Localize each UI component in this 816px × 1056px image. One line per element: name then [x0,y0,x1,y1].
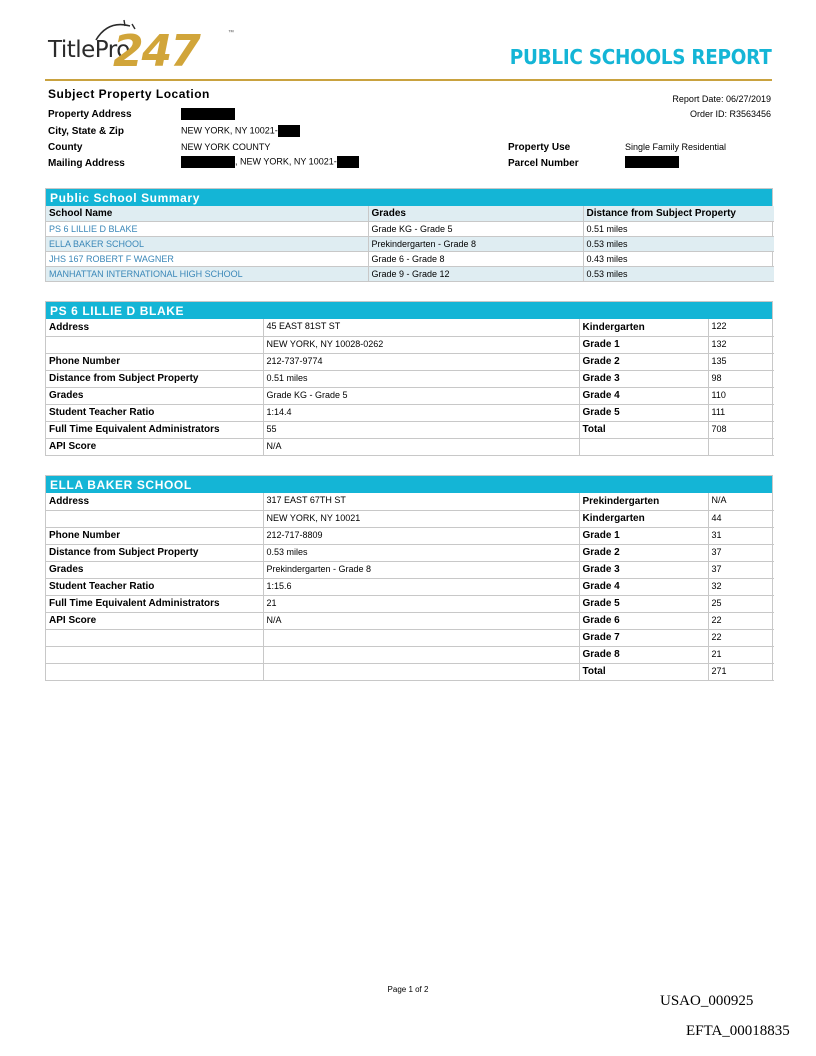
distance-cell: 0.53 miles [583,266,774,281]
school-detail-title: ELLA BAKER SCHOOL [46,476,772,493]
table-row [46,595,774,612]
property-address-value [181,108,235,120]
redaction-box [337,156,359,168]
title-divider [45,79,772,81]
school-summary-table [46,206,774,282]
school-detail-table [46,493,774,681]
grade-count: 271 [708,663,774,680]
grade-label: Kindergarten [579,319,708,336]
mailing-address-value [181,156,359,168]
grade-label: Grade 5 [579,404,708,421]
grade-count: 135 [708,353,774,370]
grade-label: Grade 1 [579,336,708,353]
field-value: 0.51 miles [263,370,579,387]
grade-label [579,438,708,455]
grade-count: 111 [708,404,774,421]
table-row [46,319,774,336]
field-value: NEW YORK, NY 10021 [263,510,579,527]
field-value: 55 [263,421,579,438]
grade-count: 22 [708,612,774,629]
grade-count: 32 [708,578,774,595]
field-label: Grades [46,561,263,578]
school-summary-title: Public School Summary [46,189,772,206]
grade-label: Grade 1 [579,527,708,544]
table-row [46,493,774,510]
field-value: NEW YORK, NY 10028-0262 [263,336,579,353]
property-use-value: Single Family Residential [625,142,727,152]
grade-count [708,438,774,455]
field-label: Distance from Subject Property [46,544,263,561]
table-row [46,353,774,370]
grade-count: 25 [708,595,774,612]
column-header: School Name [46,206,368,221]
school-link[interactable]: ELLA BAKER SCHOOL [46,236,368,251]
grade-count: 21 [708,646,774,663]
grade-count: 122 [708,319,774,336]
field-value: N/A [263,438,579,455]
grade-count: 22 [708,629,774,646]
grade-label: Grade 7 [579,629,708,646]
field-label: Address [46,319,263,336]
grade-label: Grade 8 [579,646,708,663]
county-value: NEW YORK COUNTY [181,142,271,152]
table-row [46,510,774,527]
field-label [46,336,263,353]
field-value [263,663,579,680]
field-label: Student Teacher Ratio [46,404,263,421]
logo-trademark: ™ [228,30,234,36]
field-value: 0.53 miles [263,544,579,561]
school-link[interactable]: PS 6 LILLIE D BLAKE [46,221,368,236]
bates-number: EFTA_00018835 [686,1023,790,1039]
grade-count: 98 [708,370,774,387]
school-detail-table [46,319,774,456]
table-row [46,612,774,629]
school-link[interactable]: JHS 167 ROBERT F WAGNER [46,251,368,266]
field-label: Distance from Subject Property [46,370,263,387]
field-label: API Score [46,612,263,629]
grades-cell: Grade 9 - Grade 12 [368,266,583,281]
report-date: Report Date: 06/27/2019 [672,94,771,104]
field-label [46,629,263,646]
grade-label: Kindergarten [579,510,708,527]
field-value: N/A [263,612,579,629]
report-title: PUBLIC SCHOOLS REPORT [509,45,771,69]
page-number: Page 1 of 2 [387,985,429,994]
grade-label: Grade 2 [579,353,708,370]
redaction-box [181,108,235,120]
grade-count: 708 [708,421,774,438]
summary-header-row [46,206,774,221]
table-row [46,544,774,561]
table-row [46,629,774,646]
grade-label: Grade 5 [579,595,708,612]
grade-label: Grade 2 [579,544,708,561]
grade-count: 31 [708,527,774,544]
grade-label: Grade 6 [579,612,708,629]
city-state-zip-text: NEW YORK, NY 10021- [181,125,278,136]
field-value: 21 [263,595,579,612]
distance-cell: 0.43 miles [583,251,774,266]
field-label: API Score [46,438,263,455]
school-detail-panel-2 [45,475,773,681]
grade-label: Grade 3 [579,370,708,387]
table-row [46,221,774,236]
table-row [46,404,774,421]
grade-count: 44 [708,510,774,527]
county-label: County [48,142,83,153]
redaction-box [625,156,679,168]
field-label: Address [46,493,263,510]
table-row [46,387,774,404]
table-row [46,421,774,438]
titlepro-logo [48,20,248,76]
parcel-number-label: Parcel Number [508,158,579,169]
bates-number: USAO_000925 [660,993,754,1009]
field-value: Grade KG - Grade 5 [263,387,579,404]
field-label: Student Teacher Ratio [46,578,263,595]
grade-label: Grade 4 [579,578,708,595]
field-label: Phone Number [46,353,263,370]
school-detail-title: PS 6 LILLIE D BLAKE [46,302,772,319]
field-label: Full Time Equivalent Administrators [46,421,263,438]
grade-count: N/A [708,493,774,510]
table-row [46,663,774,680]
field-label [46,663,263,680]
grade-count: 132 [708,336,774,353]
city-state-zip-label: City, State & Zip [48,126,124,137]
subject-section-title: Subject Property Location [48,87,210,101]
school-summary-panel [45,188,773,282]
grade-label: Total [579,663,708,680]
field-value: 317 EAST 67TH ST [263,493,579,510]
grades-cell: Grade 6 - Grade 8 [368,251,583,266]
order-id: Order ID: R3563456 [689,109,771,119]
field-label [46,646,263,663]
redaction-box [181,156,235,168]
field-value: 1:14.4 [263,404,579,421]
grade-label: Grade 3 [579,561,708,578]
table-row [46,438,774,455]
table-row [46,561,774,578]
grades-cell: Grade KG - Grade 5 [368,221,583,236]
redaction-box [278,125,300,137]
field-label: Full Time Equivalent Administrators [46,595,263,612]
grade-count: 37 [708,561,774,578]
school-link[interactable]: MANHATTAN INTERNATIONAL HIGH SCHOOL [46,266,368,281]
property-address-label: Property Address [48,109,132,120]
mailing-address-text: , NEW YORK, NY 10021- [235,156,337,167]
property-use-label: Property Use [508,142,571,153]
distance-cell: 0.51 miles [583,221,774,236]
grades-cell: Prekindergarten - Grade 8 [368,236,583,251]
field-value: Prekindergarten - Grade 8 [263,561,579,578]
field-label: Grades [46,387,263,404]
field-value: 1:15.6 [263,578,579,595]
mailing-address-label: Mailing Address [48,158,125,169]
grade-label: Total [579,421,708,438]
grade-label: Grade 4 [579,387,708,404]
table-row [46,527,774,544]
grade-count: 110 [708,387,774,404]
field-value [263,646,579,663]
grade-label: Prekindergarten [579,493,708,510]
column-header: Distance from Subject Property [583,206,774,221]
field-value: 45 EAST 81ST ST [263,319,579,336]
table-row [46,578,774,595]
school-detail-panel-1 [45,301,773,456]
logo-wordmark: TitlePro [48,37,130,63]
table-row [46,236,774,251]
column-header: Grades [368,206,583,221]
grade-count: 37 [708,544,774,561]
distance-cell: 0.53 miles [583,236,774,251]
field-label [46,510,263,527]
city-state-zip-value [181,125,300,137]
table-row [46,251,774,266]
parcel-number-value [625,156,679,168]
field-label: Phone Number [46,527,263,544]
table-row [46,336,774,353]
table-row [46,646,774,663]
table-row [46,370,774,387]
field-value: 212-737-9774 [263,353,579,370]
field-value [263,629,579,646]
logo-number: 247 [113,26,199,77]
field-value: 212-717-8809 [263,527,579,544]
table-row [46,266,774,281]
